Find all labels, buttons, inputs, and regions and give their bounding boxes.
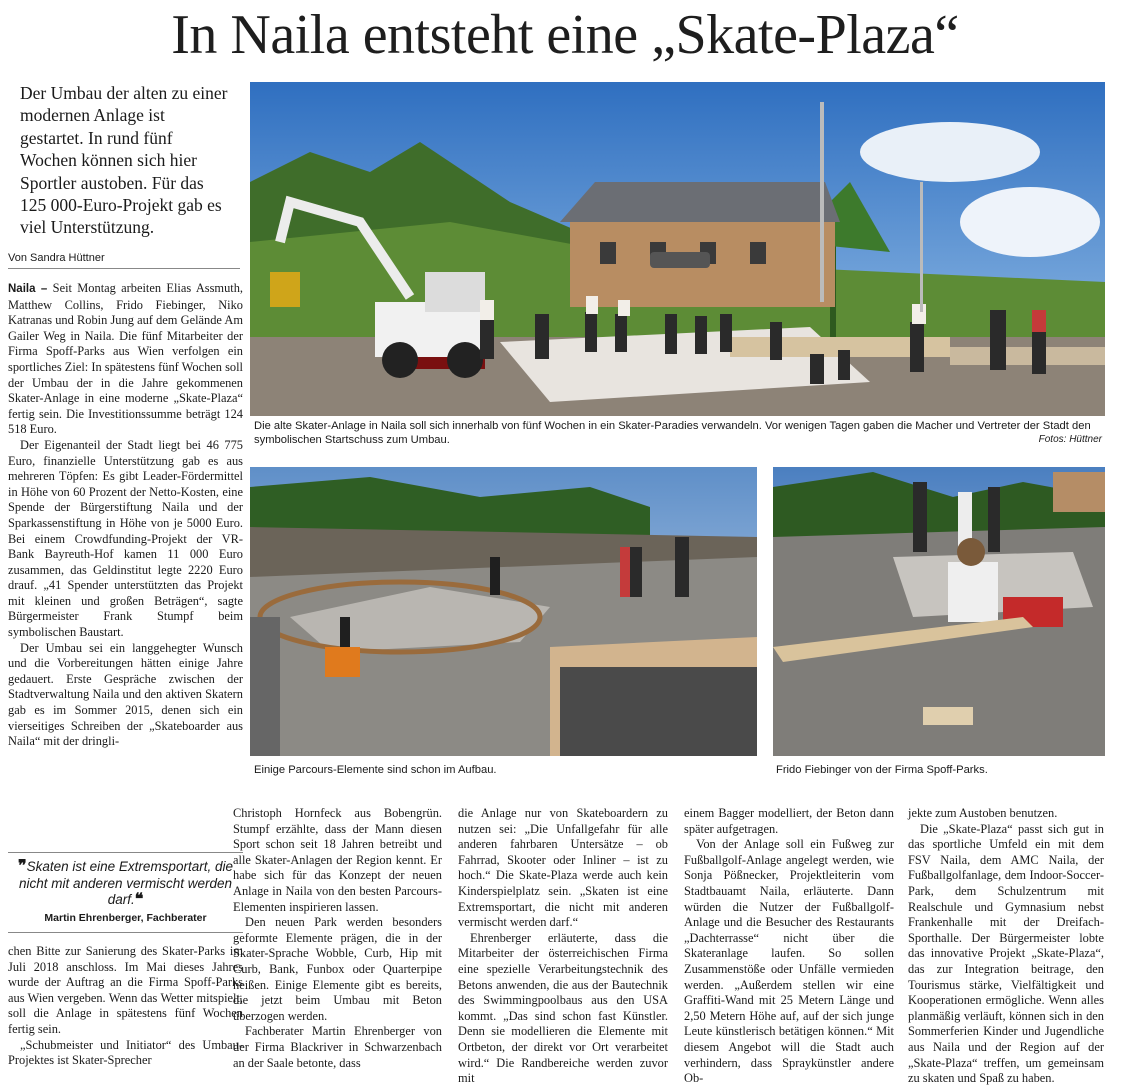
main-photo-caption	[254, 419, 1102, 447]
parcours-photo	[250, 467, 757, 756]
parcours-photo-image	[250, 467, 757, 756]
paragraph: die Anlage nur von Skateboardern zu nutzen sei: „Die Unfallgefahr für alle anderen fahrbaren Untersätze – ob Fahrrad, Skooter oder Inliner – ist zu hoch.“ Die Skate-Plaza werde auch kein Kinderspielplatz sein. „Skaten ist eine Extremsportart, die nicht mit anderen vermischt werden darf.“	[458, 806, 668, 930]
dateline: Naila –	[8, 283, 48, 295]
headline: In Naila entsteht eine „Skate-Plaza“	[171, 4, 959, 66]
paragraph: einem Bagger modelliert, der Beton dann später aufgetragen.	[684, 806, 894, 836]
paragraph: Die „Skate-Plaza“ passt sich gut in das sportliche Umfeld ein mit dem FSV Naila, dem AMC Naila, der Fußballgolfanlage, dem Indoor-Soccer-Park, dem Schulzentrum mit Realschule und Gymnasium nebst Frankenhalle mit der Dreifach-Sporthalle. Der Bürgermeister lobte das innovative Projekt „Skate-Plaza“, das zur Integration beitrage, den Tourismus stärke, Vielfältigkeit und Kooperationen ermögliche. Wenn alles planmäßig verläuft, können sich in den Sommerferien Kinder und Jugendliche aus Naila und der Region auf der „Skate-Plaza“ treffen, um gemeinsam zu skaten und Spaß zu haben.	[908, 821, 1104, 1086]
quote-close-mark: ❝	[134, 891, 144, 908]
article-column-1-continued	[8, 944, 243, 1069]
paragraph: Von der Anlage soll ein Fußweg zur Fußballgolf-Anlage angelegt werden, wie Sonja Pößnecker, Projektleiterin vom Stadtbauamt Naila, erläuterte. Dann würden die Nutzer der Fußballgolf-Anlage und die Besucher des Restaurants „Dachterrasse“ nicht über die Skateranlage laufen. So sollen Zusammenstöße oder Unfälle vermieden werden. „Außerdem stellen wir eine Graffiti-Wand mit 25 Metern Länge und 2,50 Metern Höhe auf, auf der sich junge Leute künstlerisch betätigen können.“ Mit diesem Angebot will die Stadt auch verhindern, dass Spraykünstler andere Ob-	[684, 837, 894, 1086]
article-column-4	[684, 806, 894, 1087]
quote-open-mark: ❞	[18, 858, 27, 875]
paragraph: chen Bitte zur Sanierung des Skater-Parks im Juli 2018 anschloss. Im Mai dieses Jahres wurde der Auftrag an die Firma Spoff-Parks aus Wien vergeben. Wenn das Wetter mitspielt, soll die Anlage in spätestens fünf Wochen fertig sein.	[8, 944, 243, 1036]
main-photo	[250, 82, 1105, 416]
quote-text: Skaten ist eine Extremsportart, die nicht mit anderen vermischt werden darf.	[18, 859, 233, 907]
lede-text: Der Umbau der alten zu einer modernen Anlage ist gestartet. In rund fünf Wochen können sich hier Sportler austoben. Für das 125 000-Euro-Projekt gab es viel Unterstützung.	[20, 83, 228, 238]
paragraph: jekte zum Austoben benutzen.	[908, 806, 1058, 820]
byline: Von Sandra Hüttner	[8, 251, 240, 269]
worker-photo-caption: Frido Fiebinger von der Firma Spoff-Parks.	[776, 764, 988, 776]
paragraph: Christoph Hornfeck aus Bobengrün. Stumpf erzählte, dass der Mann diesen Sport schon seit 18 Jahren betreibt und alle Skater-Anlagen der Region kennt. Er habe sich für das Konzept der neuen Anlage in Naila von den besten Parcours-Elementen inspirieren lassen.	[233, 806, 442, 914]
photo-credit: Fotos: Hüttner	[1038, 434, 1102, 445]
paragraph: Den neuen Park werden besonders geformte Elemente prägen, die in der Skater-Sprache Wobble, Curb, Hip mit Curb, Bank, Funbox oder Quarterpipe heißen. Einige Elemente gibt es bereits, die jetzt beim Umbau mit Beton überzogen werden.	[233, 915, 442, 1023]
lede	[20, 82, 232, 239]
paragraph: Fachberater Martin Ehrenberger von der Firma Blackriver in Schwarzenbach an der Saale betonte, dass	[233, 1024, 442, 1070]
worker-photo	[773, 467, 1105, 756]
paragraph: Ehrenberger erläuterte, dass die Mitarbeiter der österreichischen Firma eine spezielle Verarbeitungstechnik des Betons anwenden, die aus der Bautechnik des Swimmingpoolbaus aus den USA kommt. „Das sind schon fast Künstler. Denn sie modellieren die Elemente mit Ortbeton, der direkt vor Ort verarbeitet wird.“ Die Randbereiche werden zuvor mit	[458, 930, 668, 1086]
parcours-photo-caption: Einige Parcours-Elemente sind schon im Aufbau.	[254, 764, 497, 776]
paragraph: Der Umbau sei ein langgehegter Wunsch und die Vorbereitungen hätten einige Jahre gedauert. Erste Gespräche zwischen der Stadtverwaltung Naila und den aktiven Skatern gab es im Sommer 2015, denen sich ein vierseitiges Schreiben der „Skateboarder aus Naila“ mit der dringli-	[8, 640, 243, 749]
article-column-2	[233, 806, 442, 1071]
paragraph	[8, 281, 243, 438]
caption-text: Die alte Skater-Anlage in Naila soll sich innerhalb von fünf Wochen in ein Skater-Paradies verwandeln. Vor wenigen Tagen gaben die Macher und Vertreter der Stadt den symbolischen Startschuss zum Umbau.	[254, 420, 1091, 446]
worker-photo-image	[773, 467, 1105, 756]
article-column-5	[908, 806, 1104, 1087]
paragraph: Der Eigenanteil der Stadt liegt bei 46 775 Euro, finanzielle Unterstützung gab es aus mehreren Töpfen: Es gibt Leader-Fördermittel in Höhe von 60 Prozent der Netto-Kosten, eine Spende der Bürgerstiftung Naila und der Sparkassenstiftung in Höhe von je 5000 Euro. Bei einem Crowdfunding-Projekt der VR-Bank Bayreuth-Hof kamen 11 000 Euro zusammen, das Geldinstitut legte 2220 Euro drauf. „41 Spender unterstützten das Projekt mit kleinen und großen Beträgen“, sagte Bürgermeister Frank Stumpf beim symbolischen Baustart.	[8, 437, 243, 640]
paragraph: „Schubmeister und Initiator“ des Umbau-Projektes ist Skater-Sprecher	[8, 1037, 243, 1068]
main-photo-image	[250, 82, 1105, 416]
pull-quote	[8, 852, 243, 933]
quote-author: Martin Ehrenberger, Fachberater	[44, 911, 207, 924]
article-column-1	[8, 281, 243, 750]
article-column-3	[458, 806, 668, 1087]
paragraph-text: Seit Montag arbeiten Elias Assmuth, Matthew Collins, Frido Fiebinger, Niko Katranas und Robin Jung auf dem Gelände Am Gailer Weg in Naila. Die fünf Mitarbeiter der Firma Spoff-Parks aus Wien verfolgen ein sportliches Ziel: In spätestens fünf Wochen soll der Umbau der in die Jahre gekommenen Skater-Anlage in eine moderne „Skate-Plaza“ fertig sein. Die Investitionssumme beträgt 124 518 Euro.	[8, 281, 243, 437]
